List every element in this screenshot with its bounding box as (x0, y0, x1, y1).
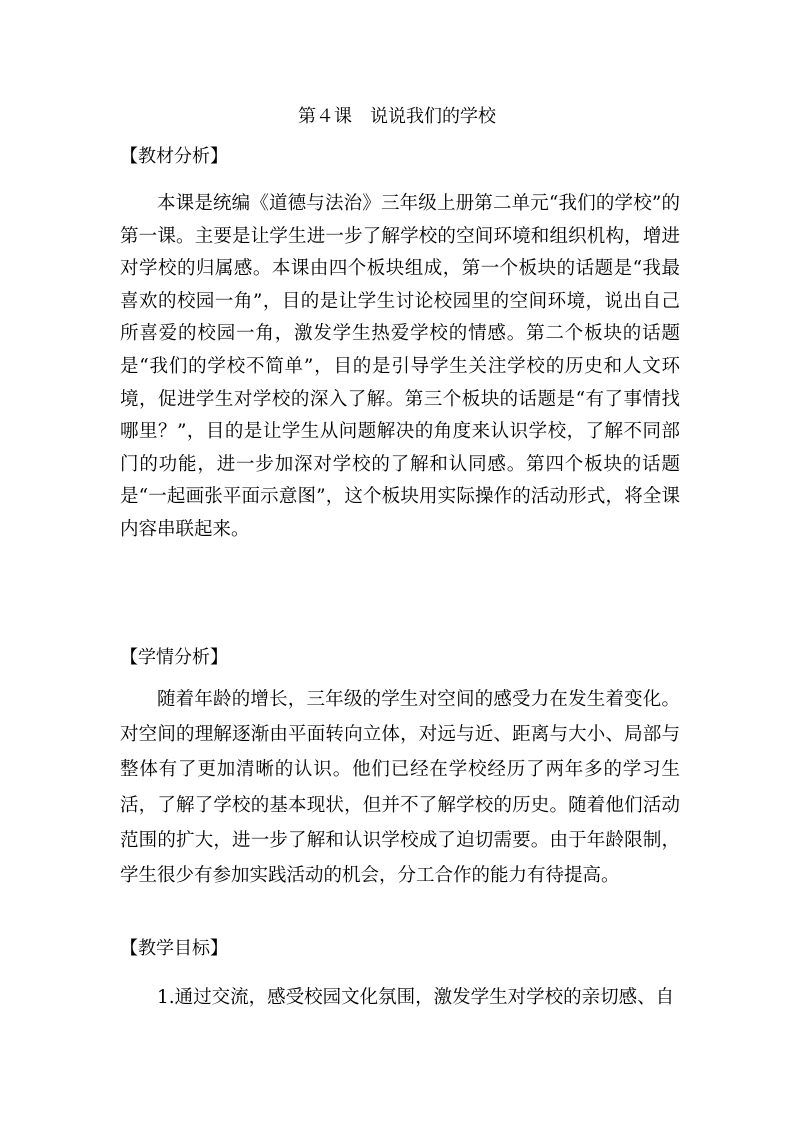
document-title: 第４课 说说我们的学校 (298, 106, 496, 127)
section-heading-teaching-goals: 【教学目标】 (120, 938, 228, 959)
section-heading-student-analysis: 【学情分析】 (120, 647, 228, 668)
section-heading-textbook-analysis: 【教材分析】 (120, 146, 228, 167)
section-paragraph-textbook-analysis: 本课是统编《道德与法治》三年级上册第二单元“我们的学校”的第一课。主要是让学生进一步了解学校的空间环境和组织机构，增进对学校的归属感。本课由四个板块组成，第一个板块的话题是“我最喜欢的校园一角”，目的是让学生讨论校园里的空间环境，说出自己所喜爱的校园一角，激发学生热爱学校的情感。第二个板块的话题是“我们的学校不简单”，目的是引导学生关注学校的历史和人文环境，促进学生对学校的深入了解。第三个板块的话题是“有了事情找哪里？”，目的是让学生从问题解决的角度来认识学校，了解不同部门的功能，进一步加深对学校的了解和认同感。第四个板块的话题是“一起画张平面示意图”，这个板块用实际操作的活动形式，将全课内容串联起来。 (120, 193, 680, 540)
section-paragraph-teaching-goals: 1.通过交流，感受校园文化氛围，激发学生对学校的亲切感、自 (157, 987, 675, 1008)
section-paragraph-student-analysis: 随着年龄的增长，三年级的学生对空间的感受力在发生着变化。对空间的理解逐渐由平面转向立体，对远与近、距离与大小、局部与整体有了更加清晰的认识。他们已经在学校经历了两年多的学习生活，了解了学校的基本现状，但并不了解学校的历史。随着他们活动范围的扩大，进一步了解和认识学校成了迫切需要。由于年龄限制，学生很少有参加实践活动的机会，分工合作的能力有待提高。 (120, 689, 680, 887)
